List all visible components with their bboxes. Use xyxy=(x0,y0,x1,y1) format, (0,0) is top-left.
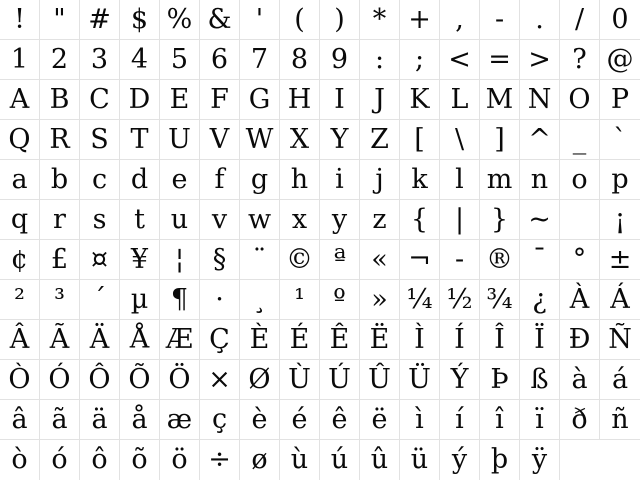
glyph-cell[interactable]: l xyxy=(440,160,480,200)
glyph-cell[interactable]: Ê xyxy=(320,320,360,360)
glyph-cell[interactable]: p xyxy=(600,160,640,200)
glyph-cell[interactable]: S xyxy=(80,120,120,160)
glyph-cell[interactable]: Ç xyxy=(200,320,240,360)
glyph-cell[interactable]: ß xyxy=(520,360,560,400)
glyph-cell[interactable]: å xyxy=(120,400,160,440)
glyph-cell[interactable]: m xyxy=(480,160,520,200)
glyph-cell[interactable]: 6 xyxy=(200,40,240,80)
glyph-cell[interactable]: w xyxy=(240,200,280,240)
glyph-cell[interactable]: W xyxy=(240,120,280,160)
glyph-cell[interactable]: ð xyxy=(560,400,600,440)
glyph-cell[interactable]: ¢ xyxy=(0,240,40,280)
glyph-cell[interactable]: Ã xyxy=(40,320,80,360)
glyph-cell[interactable]: | xyxy=(440,200,480,240)
glyph-cell[interactable]: ) xyxy=(320,0,360,40)
glyph-cell[interactable]: Z xyxy=(360,120,400,160)
glyph-cell[interactable]: K xyxy=(400,80,440,120)
glyph-cell[interactable]: Ò xyxy=(0,360,40,400)
glyph-cell[interactable]: ¶ xyxy=(160,280,200,320)
glyph-cell[interactable]: T xyxy=(120,120,160,160)
glyph-cell[interactable]: J xyxy=(360,80,400,120)
glyph-cell[interactable]: µ xyxy=(120,280,160,320)
glyph-cell[interactable]: è xyxy=(240,400,280,440)
glyph-cell[interactable]: 7 xyxy=(240,40,280,80)
glyph-cell[interactable]: X xyxy=(280,120,320,160)
glyph-cell[interactable]: j xyxy=(360,160,400,200)
glyph-cell[interactable]: ´ xyxy=(80,280,120,320)
glyph-cell[interactable]: ç xyxy=(200,400,240,440)
glyph-cell[interactable]: - xyxy=(440,240,480,280)
glyph-cell[interactable]: C xyxy=(80,80,120,120)
glyph-cell[interactable]: & xyxy=(200,0,240,40)
glyph-cell[interactable]: à xyxy=(560,360,600,400)
glyph-cell[interactable]: ¦ xyxy=(160,240,200,280)
glyph-cell[interactable]: Ó xyxy=(40,360,80,400)
glyph-cell[interactable]: Ä xyxy=(80,320,120,360)
glyph-cell[interactable]: @ xyxy=(600,40,640,80)
glyph-cell[interactable]: Î xyxy=(480,320,520,360)
glyph-cell[interactable]: c xyxy=(80,160,120,200)
glyph-cell[interactable]: 3 xyxy=(80,40,120,80)
glyph-cell[interactable]: i xyxy=(320,160,360,200)
glyph-cell[interactable]: Õ xyxy=(120,360,160,400)
glyph-cell[interactable]: \ xyxy=(440,120,480,160)
glyph-cell[interactable]: t xyxy=(120,200,160,240)
glyph-cell[interactable]: » xyxy=(360,280,400,320)
glyph-cell[interactable]: > xyxy=(520,40,560,80)
glyph-cell[interactable]: Þ xyxy=(480,360,520,400)
glyph-cell[interactable]: k xyxy=(400,160,440,200)
glyph-cell[interactable]: 1 xyxy=(0,40,40,80)
glyph-cell[interactable]: _ xyxy=(560,120,600,160)
glyph-cell[interactable]: B xyxy=(40,80,80,120)
glyph-cell[interactable]: y xyxy=(320,200,360,240)
glyph-cell[interactable]: ^ xyxy=(520,120,560,160)
glyph-cell[interactable]: < xyxy=(440,40,480,80)
glyph-cell[interactable]: r xyxy=(40,200,80,240)
empty-cell xyxy=(600,440,640,480)
glyph-cell[interactable]: Û xyxy=(360,360,400,400)
glyph-cell[interactable]: Ø xyxy=(240,360,280,400)
glyph-cell[interactable]: ¾ xyxy=(480,280,520,320)
glyph-cell[interactable]: £ xyxy=(40,240,80,280)
glyph-cell[interactable]: È xyxy=(240,320,280,360)
glyph-cell[interactable]: ÿ xyxy=(520,440,560,480)
glyph-cell[interactable]: É xyxy=(280,320,320,360)
glyph-cell[interactable]: Ö xyxy=(160,360,200,400)
glyph-cell[interactable]: / xyxy=(560,0,600,40)
glyph-cell[interactable]: e xyxy=(160,160,200,200)
glyph-cell[interactable]: ó xyxy=(40,440,80,480)
glyph-cell[interactable]: E xyxy=(160,80,200,120)
glyph-cell[interactable]: R xyxy=(40,120,80,160)
glyph-cell[interactable]: · xyxy=(200,280,240,320)
glyph-cell[interactable]: M xyxy=(480,80,520,120)
glyph-cell[interactable]: ù xyxy=(280,440,320,480)
glyph-cell[interactable]: L xyxy=(440,80,480,120)
glyph-cell[interactable]: ¨ xyxy=(240,240,280,280)
glyph-cell[interactable]: z xyxy=(360,200,400,240)
glyph-cell[interactable]: ~ xyxy=(520,200,560,240)
glyph-cell[interactable]: n xyxy=(520,160,560,200)
glyph-cell[interactable]: $ xyxy=(120,0,160,40)
glyph-cell[interactable]: æ xyxy=(160,400,200,440)
glyph-cell[interactable]: H xyxy=(280,80,320,120)
glyph-cell[interactable]: } xyxy=(480,200,520,240)
glyph-cell[interactable]: Ü xyxy=(400,360,440,400)
glyph-cell[interactable]: ¡ xyxy=(600,200,640,240)
glyph-cell[interactable]: í xyxy=(440,400,480,440)
glyph-cell[interactable]: × xyxy=(200,360,240,400)
glyph-cell[interactable]: I xyxy=(320,80,360,120)
glyph-cell[interactable]: # xyxy=(80,0,120,40)
glyph-cell[interactable]: ² xyxy=(0,280,40,320)
glyph-cell[interactable]: 2 xyxy=(40,40,80,80)
glyph-cell[interactable]: ä xyxy=(80,400,120,440)
glyph-cell[interactable]: ö xyxy=(160,440,200,480)
glyph-cell[interactable]: a xyxy=(0,160,40,200)
glyph-cell[interactable]: ò xyxy=(0,440,40,480)
glyph-cell[interactable]: D xyxy=(120,80,160,120)
glyph-cell[interactable]: 8 xyxy=(280,40,320,80)
glyph-cell[interactable]: ÷ xyxy=(200,440,240,480)
glyph-cell[interactable]: Í xyxy=(440,320,480,360)
glyph-cell[interactable]: g xyxy=(240,160,280,200)
glyph-cell[interactable]: ± xyxy=(600,240,640,280)
glyph-cell[interactable]: î xyxy=(480,400,520,440)
glyph-cell[interactable]: . xyxy=(520,0,560,40)
glyph-cell[interactable]: Ï xyxy=(520,320,560,360)
glyph-cell[interactable]: ú xyxy=(320,440,360,480)
glyph-cell[interactable]: ¿ xyxy=(520,280,560,320)
glyph-cell[interactable]: á xyxy=(600,360,640,400)
empty-cell xyxy=(560,440,600,480)
glyph-cell[interactable]: ¯ xyxy=(520,240,560,280)
glyph-cell[interactable]: ] xyxy=(480,120,520,160)
glyph-cell[interactable]: v xyxy=(200,200,240,240)
glyph-cell[interactable]: Ñ xyxy=(600,320,640,360)
glyph-cell[interactable]: Q xyxy=(0,120,40,160)
glyph-cell[interactable]: Ì xyxy=(400,320,440,360)
glyph-cell[interactable]: ¬ xyxy=(400,240,440,280)
glyph-cell[interactable]: G xyxy=(240,80,280,120)
glyph-cell[interactable]: Ô xyxy=(80,360,120,400)
glyph-cell[interactable]: ` xyxy=(600,120,640,160)
glyph-cell[interactable]: ü xyxy=(400,440,440,480)
glyph-cell[interactable]: = xyxy=(480,40,520,80)
glyph-cell[interactable]: ® xyxy=(480,240,520,280)
glyph-cell[interactable]: % xyxy=(160,0,200,40)
glyph-cell[interactable]: Ë xyxy=(360,320,400,360)
glyph-cell[interactable]: " xyxy=(40,0,80,40)
glyph-cell[interactable]: + xyxy=(400,0,440,40)
glyph-cell[interactable]: ì xyxy=(400,400,440,440)
glyph-cell[interactable]: â xyxy=(0,400,40,440)
glyph-cell[interactable]: ê xyxy=(320,400,360,440)
glyph-cell[interactable]: ½ xyxy=(440,280,480,320)
glyph-cell[interactable]: ë xyxy=(360,400,400,440)
glyph-cell[interactable]: Ý xyxy=(440,360,480,400)
glyph-cell[interactable]: f xyxy=(200,160,240,200)
glyph-cell[interactable]: ¸ xyxy=(240,280,280,320)
glyph-cell[interactable]: ! xyxy=(0,0,40,40)
glyph-cell[interactable]: q xyxy=(0,200,40,240)
glyph-cell[interactable]: Å xyxy=(120,320,160,360)
glyph-cell[interactable]: h xyxy=(280,160,320,200)
glyph-cell[interactable]: ( xyxy=(280,0,320,40)
glyph-cell[interactable]: , xyxy=(440,0,480,40)
glyph-cell[interactable]: - xyxy=(480,0,520,40)
glyph-cell[interactable]: ? xyxy=(560,40,600,80)
glyph-cell[interactable]: d xyxy=(120,160,160,200)
glyph-cell[interactable]: ³ xyxy=(40,280,80,320)
glyph-cell[interactable]: þ xyxy=(480,440,520,480)
glyph-cell[interactable]: * xyxy=(360,0,400,40)
glyph-cell[interactable]: 0 xyxy=(600,0,640,40)
glyph-cell[interactable]: Â xyxy=(0,320,40,360)
glyph-cell[interactable]: ¹ xyxy=(280,280,320,320)
glyph-cell[interactable]: A xyxy=(0,80,40,120)
glyph-cell[interactable]: ª xyxy=(320,240,360,280)
glyph-cell[interactable]: ý xyxy=(440,440,480,480)
glyph-cell[interactable]: : xyxy=(360,40,400,80)
glyph-cell[interactable]: ï xyxy=(520,400,560,440)
glyph-cell[interactable]: º xyxy=(320,280,360,320)
glyph-cell[interactable]: O xyxy=(560,80,600,120)
glyph-cell[interactable]: ' xyxy=(240,0,280,40)
glyph-cell[interactable]: ° xyxy=(560,240,600,280)
glyph-cell[interactable]: À xyxy=(560,280,600,320)
glyph-cell[interactable]: © xyxy=(280,240,320,280)
glyph-cell[interactable]: ¥ xyxy=(120,240,160,280)
glyph-cell[interactable]: N xyxy=(520,80,560,120)
glyph-cell[interactable]: { xyxy=(400,200,440,240)
glyph-cell[interactable]: 4 xyxy=(120,40,160,80)
empty-cell xyxy=(560,200,600,240)
glyph-cell[interactable]: û xyxy=(360,440,400,480)
glyph-cell[interactable]: ã xyxy=(40,400,80,440)
glyph-cell[interactable]: Y xyxy=(320,120,360,160)
glyph-cell[interactable]: 5 xyxy=(160,40,200,80)
glyph-cell[interactable]: ô xyxy=(80,440,120,480)
glyph-cell[interactable]: 9 xyxy=(320,40,360,80)
glyph-cell[interactable]: U xyxy=(160,120,200,160)
glyph-cell[interactable]: F xyxy=(200,80,240,120)
glyph-cell[interactable]: Á xyxy=(600,280,640,320)
glyph-cell[interactable]: P xyxy=(600,80,640,120)
glyph-cell[interactable]: õ xyxy=(120,440,160,480)
glyph-cell[interactable]: b xyxy=(40,160,80,200)
glyph-cell[interactable]: ; xyxy=(400,40,440,80)
glyph-cell[interactable]: u xyxy=(160,200,200,240)
glyph-cell[interactable]: V xyxy=(200,120,240,160)
glyph-cell[interactable]: ø xyxy=(240,440,280,480)
glyph-cell[interactable]: o xyxy=(560,160,600,200)
glyph-cell[interactable]: Ð xyxy=(560,320,600,360)
glyph-cell[interactable]: ñ xyxy=(600,400,640,440)
glyph-cell[interactable]: é xyxy=(280,400,320,440)
glyph-cell[interactable]: ¤ xyxy=(80,240,120,280)
glyph-cell[interactable]: s xyxy=(80,200,120,240)
glyph-cell[interactable]: § xyxy=(200,240,240,280)
glyph-cell[interactable]: Ù xyxy=(280,360,320,400)
glyph-cell[interactable]: x xyxy=(280,200,320,240)
glyph-cell[interactable]: Ú xyxy=(320,360,360,400)
glyph-cell[interactable]: « xyxy=(360,240,400,280)
glyph-cell[interactable]: Æ xyxy=(160,320,200,360)
glyph-cell[interactable]: [ xyxy=(400,120,440,160)
glyph-cell[interactable]: ¼ xyxy=(400,280,440,320)
